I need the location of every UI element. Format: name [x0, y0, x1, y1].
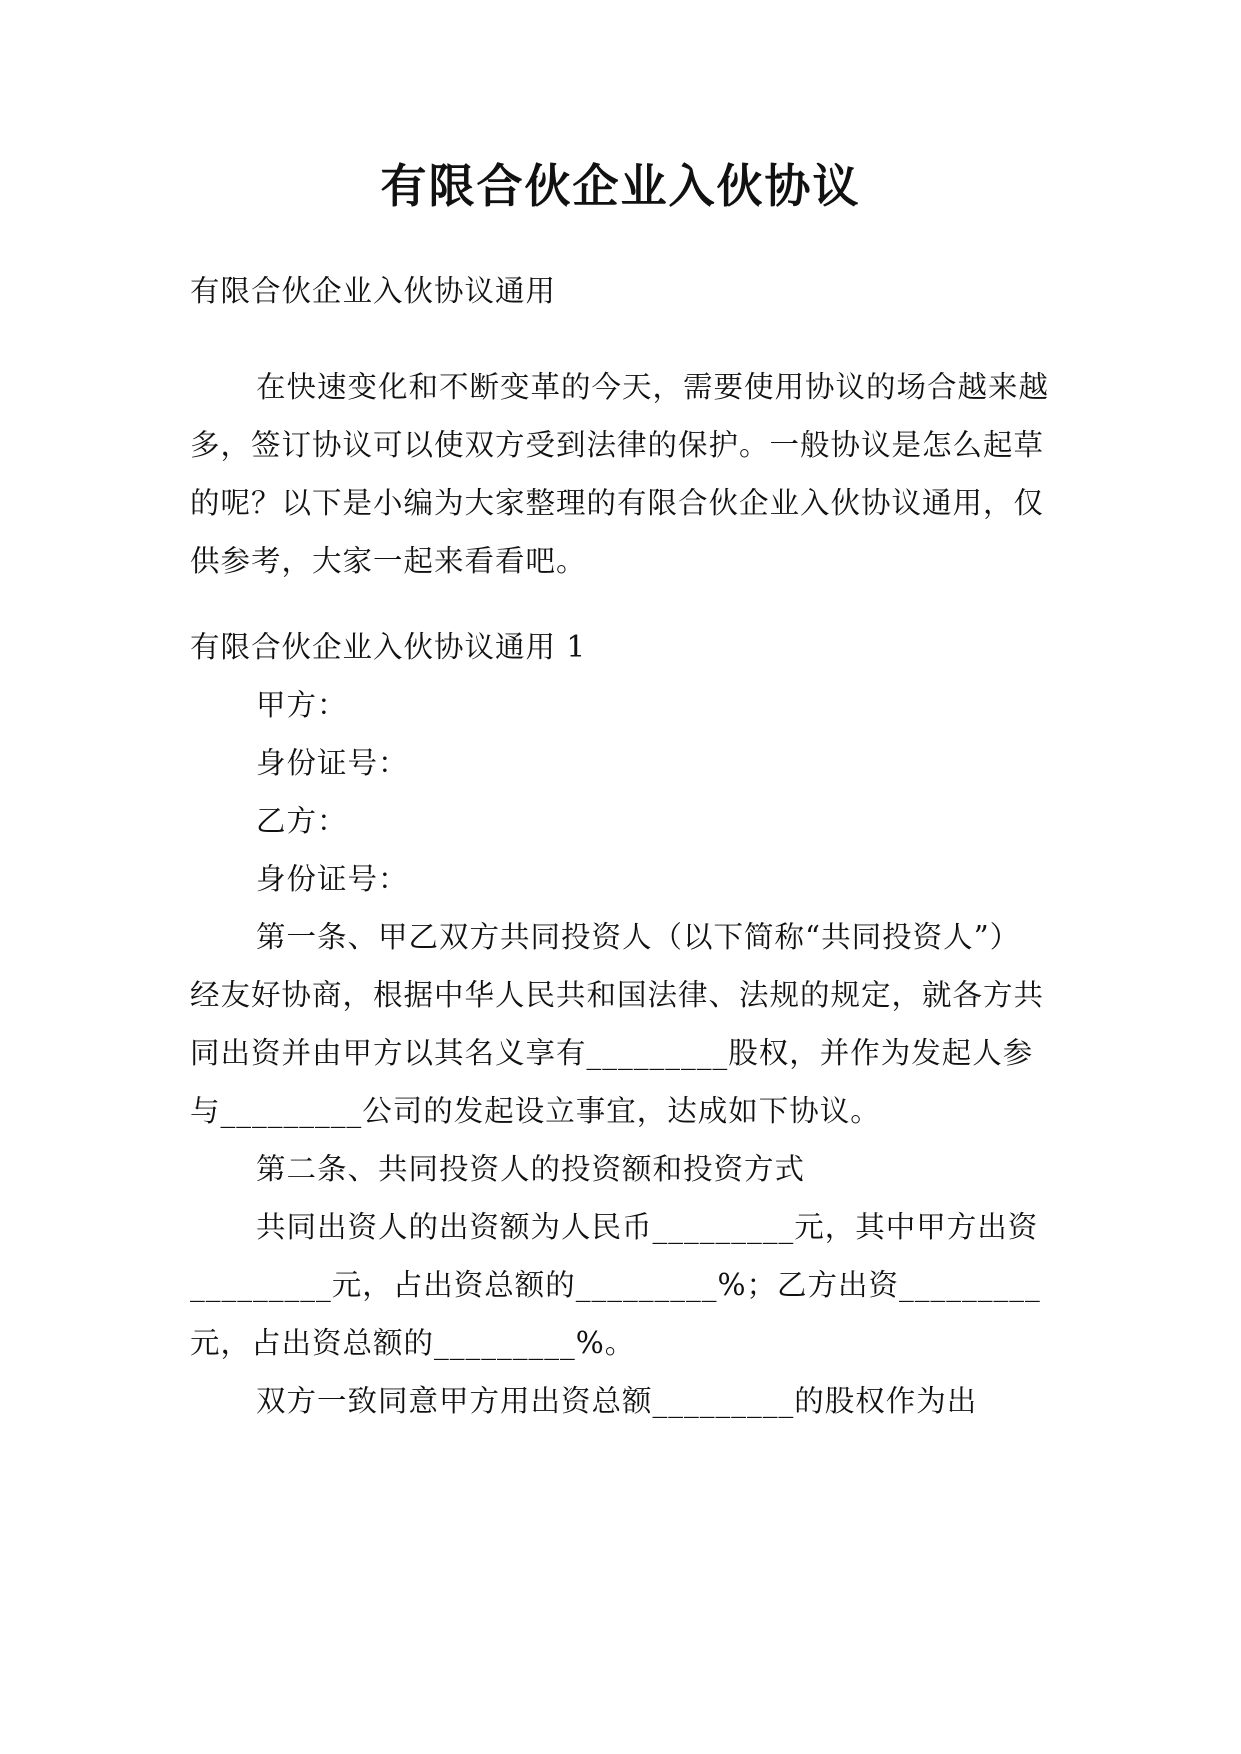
agreement-body [190, 618, 1050, 1430]
article-2-title: 第二条、共同投资人的投资额和投资方式 [256, 1152, 806, 1186]
party-b-id-label: 身份证号： [256, 862, 409, 896]
document-title: 有限合伙企业入伙协议 [380, 159, 861, 213]
party-a-id-label: 身份证号： [256, 746, 409, 780]
section-heading: 有限合伙企业入伙协议通用 1 [190, 630, 587, 664]
party-b-label: 乙方： [256, 804, 348, 838]
intro-paragraph: 在快速变化和不断变革的今天，需要使用协议的场合越来越多，签订协议可以使双方受到法律的保护。一般协议是怎么起草的呢？以下是小编为大家整理的有限合伙企业入伙协议通用，仅供参考，大家一起来看看吧。 [190, 370, 1050, 578]
subtitle-block [190, 262, 1050, 320]
article-1-paragraph: 第一条、甲乙双方共同投资人（以下简称“共同投资人”）经友好协商，根据中华人民共和国法律、法规的规定，就各方共同出资并由甲方以其名义享有_________股权，并作为发起人参与_________公司的发起设立事宜，达成如下协议。 [190, 920, 1045, 1128]
intro-block [190, 358, 1050, 590]
party-a-label: 甲方： [256, 688, 348, 722]
document-subtitle: 有限合伙企业入伙协议通用 [190, 274, 557, 308]
article-2-paragraph-1: 共同出资人的出资额为人民币_________元，其中甲方出资_________元，占出资总额的_________%；乙方出资_________元，占出资总额的_________%。 [190, 1210, 1041, 1360]
article-2-paragraph-2: 双方一致同意甲方用出资总额_________的股权作为出 [256, 1384, 978, 1418]
